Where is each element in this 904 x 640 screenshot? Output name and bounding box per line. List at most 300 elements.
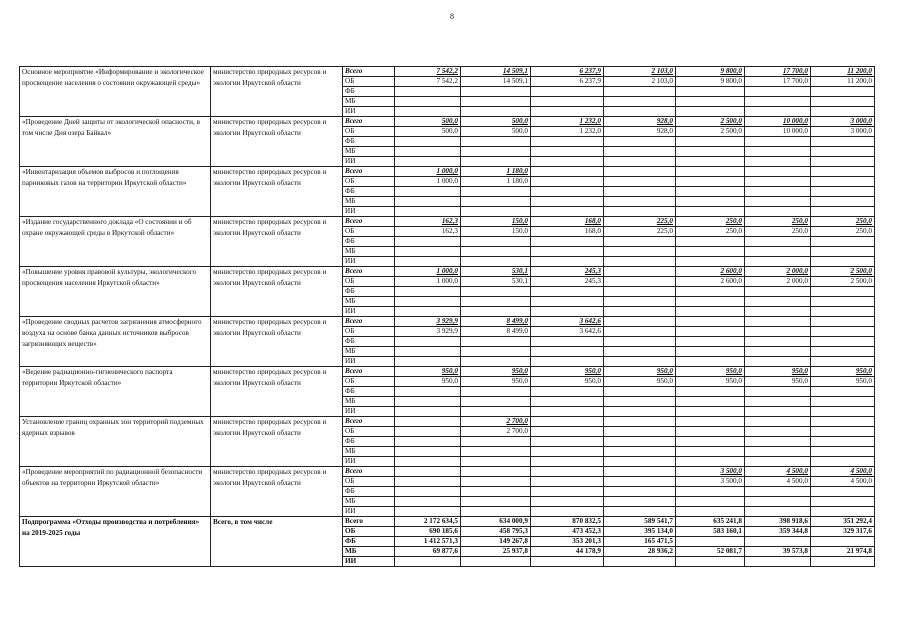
amount-cell [531, 397, 604, 407]
amount-cell [531, 157, 604, 167]
amount-cell: 17 700,0 [745, 67, 811, 77]
amount-cell: 14 509,1 [461, 67, 531, 77]
amount-cell [604, 307, 676, 317]
amount-cell [461, 397, 531, 407]
amount-cell: 950,0 [604, 367, 676, 377]
amount-cell: 8 499,0 [461, 317, 531, 327]
amount-cell [531, 477, 604, 487]
amount-cell: 3 500,0 [676, 467, 745, 477]
amount-cell: 14 509,1 [461, 77, 531, 87]
amount-cell [676, 357, 745, 367]
amount-cell [811, 237, 875, 247]
amount-cell [461, 247, 531, 257]
funding-source-cell: ОБ [343, 277, 395, 287]
executor-cell: министерство природных ресурсов и экологии Иркутской области [211, 217, 343, 267]
table-row [20, 367, 875, 377]
executor-cell: министерство природных ресурсов и экологии Иркутской области [211, 367, 343, 417]
amount-cell [676, 327, 745, 337]
amount-cell [604, 457, 676, 467]
amount-cell [604, 177, 676, 187]
amount-cell: 950,0 [811, 367, 875, 377]
amount-cell: 928,0 [604, 127, 676, 137]
amount-cell [461, 347, 531, 357]
amount-cell [811, 137, 875, 147]
amount-cell [676, 307, 745, 317]
amount-cell [604, 157, 676, 167]
funding-source-cell: ИИ [343, 507, 395, 517]
amount-cell [745, 317, 811, 327]
amount-cell [676, 237, 745, 247]
amount-cell: 950,0 [395, 377, 461, 387]
amount-cell: 3 000,0 [811, 127, 875, 137]
amount-cell: 250,0 [811, 227, 875, 237]
amount-cell [811, 87, 875, 97]
amount-cell [395, 387, 461, 397]
amount-cell [604, 337, 676, 347]
amount-cell: 353 201,3 [531, 537, 604, 547]
amount-cell [395, 407, 461, 417]
amount-cell [811, 97, 875, 107]
amount-cell [811, 487, 875, 497]
amount-cell [461, 407, 531, 417]
amount-cell [745, 247, 811, 257]
amount-cell: 250,0 [676, 217, 745, 227]
amount-cell [811, 247, 875, 257]
amount-cell [395, 487, 461, 497]
amount-cell: 4 500,0 [811, 467, 875, 477]
amount-cell: 225,0 [604, 217, 676, 227]
amount-cell [604, 237, 676, 247]
amount-cell [531, 197, 604, 207]
amount-cell: 11 200,0 [811, 77, 875, 87]
amount-cell: 1 412 571,3 [395, 537, 461, 547]
amount-cell [604, 387, 676, 397]
amount-cell [604, 277, 676, 287]
amount-cell: 2 500,0 [676, 117, 745, 127]
amount-cell: 634 000,9 [461, 517, 531, 527]
amount-cell [461, 467, 531, 477]
amount-cell [745, 237, 811, 247]
amount-cell [395, 447, 461, 457]
amount-cell [461, 387, 531, 397]
amount-cell [531, 427, 604, 437]
amount-cell [395, 87, 461, 97]
amount-cell [395, 437, 461, 447]
amount-cell: 149 267,8 [461, 537, 531, 547]
amount-cell [604, 467, 676, 477]
amount-cell [676, 507, 745, 517]
amount-cell [811, 427, 875, 437]
amount-cell [461, 497, 531, 507]
amount-cell [676, 407, 745, 417]
executor-cell: Всего, в том числе [211, 517, 343, 567]
amount-cell [395, 497, 461, 507]
amount-cell [395, 297, 461, 307]
funding-source-cell: МБ [343, 147, 395, 157]
amount-cell [811, 397, 875, 407]
amount-cell [461, 207, 531, 217]
amount-cell [461, 187, 531, 197]
amount-cell [745, 147, 811, 157]
funding-source-cell: ОБ [343, 127, 395, 137]
amount-cell: 950,0 [604, 377, 676, 387]
amount-cell: 950,0 [461, 367, 531, 377]
funding-source-cell: ИИ [343, 157, 395, 167]
funding-source-cell: ОБ [343, 327, 395, 337]
amount-cell: 398 918,6 [745, 517, 811, 527]
activity-description: «Инвентаризация объемов выбросов и поглощения парниковых газов на территории Иркутской области» [20, 167, 211, 217]
amount-cell [811, 297, 875, 307]
amount-cell [395, 147, 461, 157]
amount-cell: 950,0 [676, 377, 745, 387]
funding-source-cell: Всего [343, 467, 395, 477]
amount-cell: 21 974,8 [811, 547, 875, 557]
amount-cell: 2 500,0 [676, 127, 745, 137]
funding-source-cell: ИИ [343, 357, 395, 367]
amount-cell: 44 178,9 [531, 547, 604, 557]
funding-source-cell: ФБ [343, 437, 395, 447]
amount-cell [676, 87, 745, 97]
amount-cell [395, 287, 461, 297]
amount-cell: 1 180,0 [461, 167, 531, 177]
amount-cell [604, 247, 676, 257]
amount-cell [676, 257, 745, 267]
amount-cell: 395 134,0 [604, 527, 676, 537]
amount-cell: 473 452,3 [531, 527, 604, 537]
funding-source-cell: ОБ [343, 377, 395, 387]
amount-cell: 928,0 [604, 117, 676, 127]
amount-cell [531, 257, 604, 267]
amount-cell [604, 207, 676, 217]
amount-cell [395, 347, 461, 357]
amount-cell: 245,3 [531, 267, 604, 277]
amount-cell [395, 557, 461, 567]
amount-cell: 245,3 [531, 277, 604, 287]
amount-cell [811, 257, 875, 267]
amount-cell: 635 241,8 [676, 517, 745, 527]
amount-cell [604, 407, 676, 417]
amount-cell [531, 147, 604, 157]
amount-cell [461, 147, 531, 157]
amount-cell [531, 167, 604, 177]
funding-source-cell: МБ [343, 447, 395, 457]
amount-cell: 69 877,6 [395, 547, 461, 557]
amount-cell [461, 107, 531, 117]
amount-cell [745, 327, 811, 337]
amount-cell [745, 97, 811, 107]
funding-source-cell: ФБ [343, 387, 395, 397]
amount-cell [461, 457, 531, 467]
amount-cell [745, 357, 811, 367]
amount-cell [811, 107, 875, 117]
amount-cell [395, 397, 461, 407]
funding-source-cell: Всего [343, 317, 395, 327]
amount-cell: 6 237,9 [531, 77, 604, 87]
amount-cell: 1 000,0 [395, 167, 461, 177]
funding-source-cell: ИИ [343, 107, 395, 117]
amount-cell: 162,3 [395, 217, 461, 227]
amount-cell [531, 107, 604, 117]
activity-description: «Проведение Дней защиты от экологической опасности, в том числе Дня озера Байкал» [20, 117, 211, 167]
amount-cell: 9 800,0 [676, 77, 745, 87]
amount-cell [676, 197, 745, 207]
amount-cell [811, 447, 875, 457]
funding-source-cell: ИИ [343, 457, 395, 467]
amount-cell: 162,3 [395, 227, 461, 237]
amount-cell [745, 137, 811, 147]
amount-cell [461, 197, 531, 207]
amount-cell [745, 507, 811, 517]
table-row [20, 317, 875, 327]
amount-cell: 2 600,0 [676, 277, 745, 287]
amount-cell [676, 557, 745, 567]
table-row [20, 267, 875, 277]
funding-source-cell: ОБ [343, 177, 395, 187]
amount-cell [676, 157, 745, 167]
amount-cell [676, 147, 745, 157]
executor-cell: министерство природных ресурсов и экологии Иркутской области [211, 317, 343, 367]
amount-cell: 1 000,0 [395, 177, 461, 187]
funding-source-cell: ОБ [343, 477, 395, 487]
amount-cell: 4 500,0 [745, 477, 811, 487]
table-row [20, 517, 875, 527]
amount-cell [745, 447, 811, 457]
funding-source-cell: МБ [343, 547, 395, 557]
amount-cell: 2 103,0 [604, 77, 676, 87]
amount-cell [395, 427, 461, 437]
amount-cell: 6 237,9 [531, 67, 604, 77]
amount-cell [745, 537, 811, 547]
amount-cell [604, 197, 676, 207]
amount-cell [745, 157, 811, 167]
amount-cell [745, 177, 811, 187]
activity-description: «Проведение мероприятий по радиационной безопасности объектов на территории Иркутской области» [20, 467, 211, 517]
amount-cell [461, 447, 531, 457]
amount-cell: 11 200,0 [811, 67, 875, 77]
amount-cell [461, 487, 531, 497]
amount-cell: 25 937,8 [461, 547, 531, 557]
amount-cell [395, 417, 461, 427]
amount-cell [745, 87, 811, 97]
amount-cell [745, 307, 811, 317]
funding-source-cell: Всего [343, 267, 395, 277]
amount-cell: 589 541,7 [604, 517, 676, 527]
funding-source-cell: МБ [343, 197, 395, 207]
amount-cell: 3 929,9 [395, 317, 461, 327]
amount-cell [745, 407, 811, 417]
amount-cell [604, 487, 676, 497]
amount-cell [676, 207, 745, 217]
funding-source-cell: МБ [343, 497, 395, 507]
page-number: 8 [450, 12, 454, 21]
amount-cell [531, 177, 604, 187]
amount-cell [531, 497, 604, 507]
amount-cell [811, 337, 875, 347]
amount-cell [604, 347, 676, 357]
amount-cell: 7 542,2 [395, 67, 461, 77]
amount-cell [604, 357, 676, 367]
amount-cell [811, 347, 875, 357]
amount-cell: 500,0 [395, 127, 461, 137]
amount-cell [604, 137, 676, 147]
amount-cell: 500,0 [395, 117, 461, 127]
amount-cell [811, 507, 875, 517]
amount-cell: 28 936,2 [604, 547, 676, 557]
amount-cell [745, 487, 811, 497]
amount-cell [531, 557, 604, 567]
funding-source-cell: ФБ [343, 137, 395, 147]
amount-cell [395, 477, 461, 487]
amount-cell: 2 600,0 [676, 267, 745, 277]
table-row [20, 117, 875, 127]
amount-cell [461, 87, 531, 97]
amount-cell [745, 207, 811, 217]
amount-cell [461, 157, 531, 167]
amount-cell [811, 457, 875, 467]
amount-cell [745, 387, 811, 397]
funding-source-cell: Всего [343, 167, 395, 177]
table-row [20, 167, 875, 177]
executor-cell: министерство природных ресурсов и экологии Иркутской области [211, 467, 343, 517]
amount-cell [811, 437, 875, 447]
amount-cell: 950,0 [531, 377, 604, 387]
amount-cell: 9 800,0 [676, 67, 745, 77]
funding-source-cell: Всего [343, 417, 395, 427]
executor-cell: министерство природных ресурсов и экологии Иркутской области [211, 117, 343, 167]
amount-cell [531, 347, 604, 357]
amount-cell [395, 237, 461, 247]
amount-cell [811, 357, 875, 367]
amount-cell [531, 237, 604, 247]
amount-cell [395, 157, 461, 167]
activity-description: «Ведение радиационно-гигиенического паспорта территории Иркутской области» [20, 367, 211, 417]
funding-source-cell: МБ [343, 297, 395, 307]
amount-cell [811, 497, 875, 507]
amount-cell [395, 207, 461, 217]
amount-cell [604, 327, 676, 337]
amount-cell: 2 700,0 [461, 427, 531, 437]
funding-source-cell: Всего [343, 217, 395, 227]
amount-cell: 7 542,2 [395, 77, 461, 87]
amount-cell [604, 147, 676, 157]
activity-description: Установление границ охранных зон территорий подземных ядерных взрывов [20, 417, 211, 467]
funding-source-cell: ИИ [343, 407, 395, 417]
amount-cell [604, 287, 676, 297]
amount-cell [531, 507, 604, 517]
amount-cell [461, 97, 531, 107]
amount-cell [461, 557, 531, 567]
amount-cell [745, 437, 811, 447]
amount-cell: 10 000,0 [745, 117, 811, 127]
amount-cell [531, 357, 604, 367]
funding-source-cell: МБ [343, 347, 395, 357]
funding-source-cell: ОБ [343, 527, 395, 537]
funding-source-cell: МБ [343, 397, 395, 407]
amount-cell [676, 487, 745, 497]
amount-cell [531, 447, 604, 457]
amount-cell [676, 497, 745, 507]
amount-cell [461, 237, 531, 247]
amount-cell: 250,0 [676, 227, 745, 237]
amount-cell [395, 357, 461, 367]
amount-cell [395, 107, 461, 117]
amount-cell [811, 307, 875, 317]
amount-cell: 950,0 [676, 367, 745, 377]
amount-cell: 250,0 [745, 217, 811, 227]
amount-cell [676, 417, 745, 427]
amount-cell [745, 397, 811, 407]
amount-cell: 39 573,8 [745, 547, 811, 557]
amount-cell [531, 457, 604, 467]
amount-cell [531, 337, 604, 347]
amount-cell: 2 000,0 [745, 277, 811, 287]
amount-cell [745, 287, 811, 297]
funding-source-cell: Всего [343, 117, 395, 127]
amount-cell [395, 307, 461, 317]
amount-cell [604, 557, 676, 567]
amount-cell: 2 500,0 [811, 277, 875, 287]
amount-cell [461, 477, 531, 487]
funding-source-cell: ОБ [343, 77, 395, 87]
amount-cell: 17 700,0 [745, 77, 811, 87]
amount-cell [531, 87, 604, 97]
amount-cell [395, 137, 461, 147]
funding-source-cell: Всего [343, 517, 395, 527]
amount-cell [604, 447, 676, 457]
amount-cell: 165 471,5 [604, 537, 676, 547]
amount-cell [745, 497, 811, 507]
amount-cell [676, 337, 745, 347]
amount-cell [395, 457, 461, 467]
funding-source-cell: МБ [343, 247, 395, 257]
amount-cell [531, 467, 604, 477]
amount-cell [395, 197, 461, 207]
amount-cell: 950,0 [745, 367, 811, 377]
amount-cell: 950,0 [745, 377, 811, 387]
amount-cell [531, 387, 604, 397]
amount-cell [676, 387, 745, 397]
amount-cell [676, 107, 745, 117]
amount-cell [676, 447, 745, 457]
amount-cell: 3 642,6 [531, 327, 604, 337]
amount-cell [676, 187, 745, 197]
funding-source-cell: ФБ [343, 537, 395, 547]
amount-cell [676, 317, 745, 327]
amount-cell [531, 287, 604, 297]
amount-cell [531, 187, 604, 197]
amount-cell: 150,0 [461, 217, 531, 227]
amount-cell [676, 427, 745, 437]
amount-cell [811, 187, 875, 197]
funding-source-cell: ИИ [343, 257, 395, 267]
funding-source-cell: Всего [343, 367, 395, 377]
amount-cell [395, 467, 461, 477]
amount-cell [811, 537, 875, 547]
amount-cell [676, 167, 745, 177]
amount-cell [531, 437, 604, 447]
table-row [20, 417, 875, 427]
amount-cell [461, 257, 531, 267]
amount-cell: 2 700,0 [461, 417, 531, 427]
amount-cell: 250,0 [811, 217, 875, 227]
amount-cell [461, 307, 531, 317]
amount-cell [461, 137, 531, 147]
amount-cell [811, 407, 875, 417]
amount-cell [676, 97, 745, 107]
funding-source-cell: ФБ [343, 187, 395, 197]
amount-cell: 950,0 [531, 367, 604, 377]
amount-cell: 530,1 [461, 267, 531, 277]
